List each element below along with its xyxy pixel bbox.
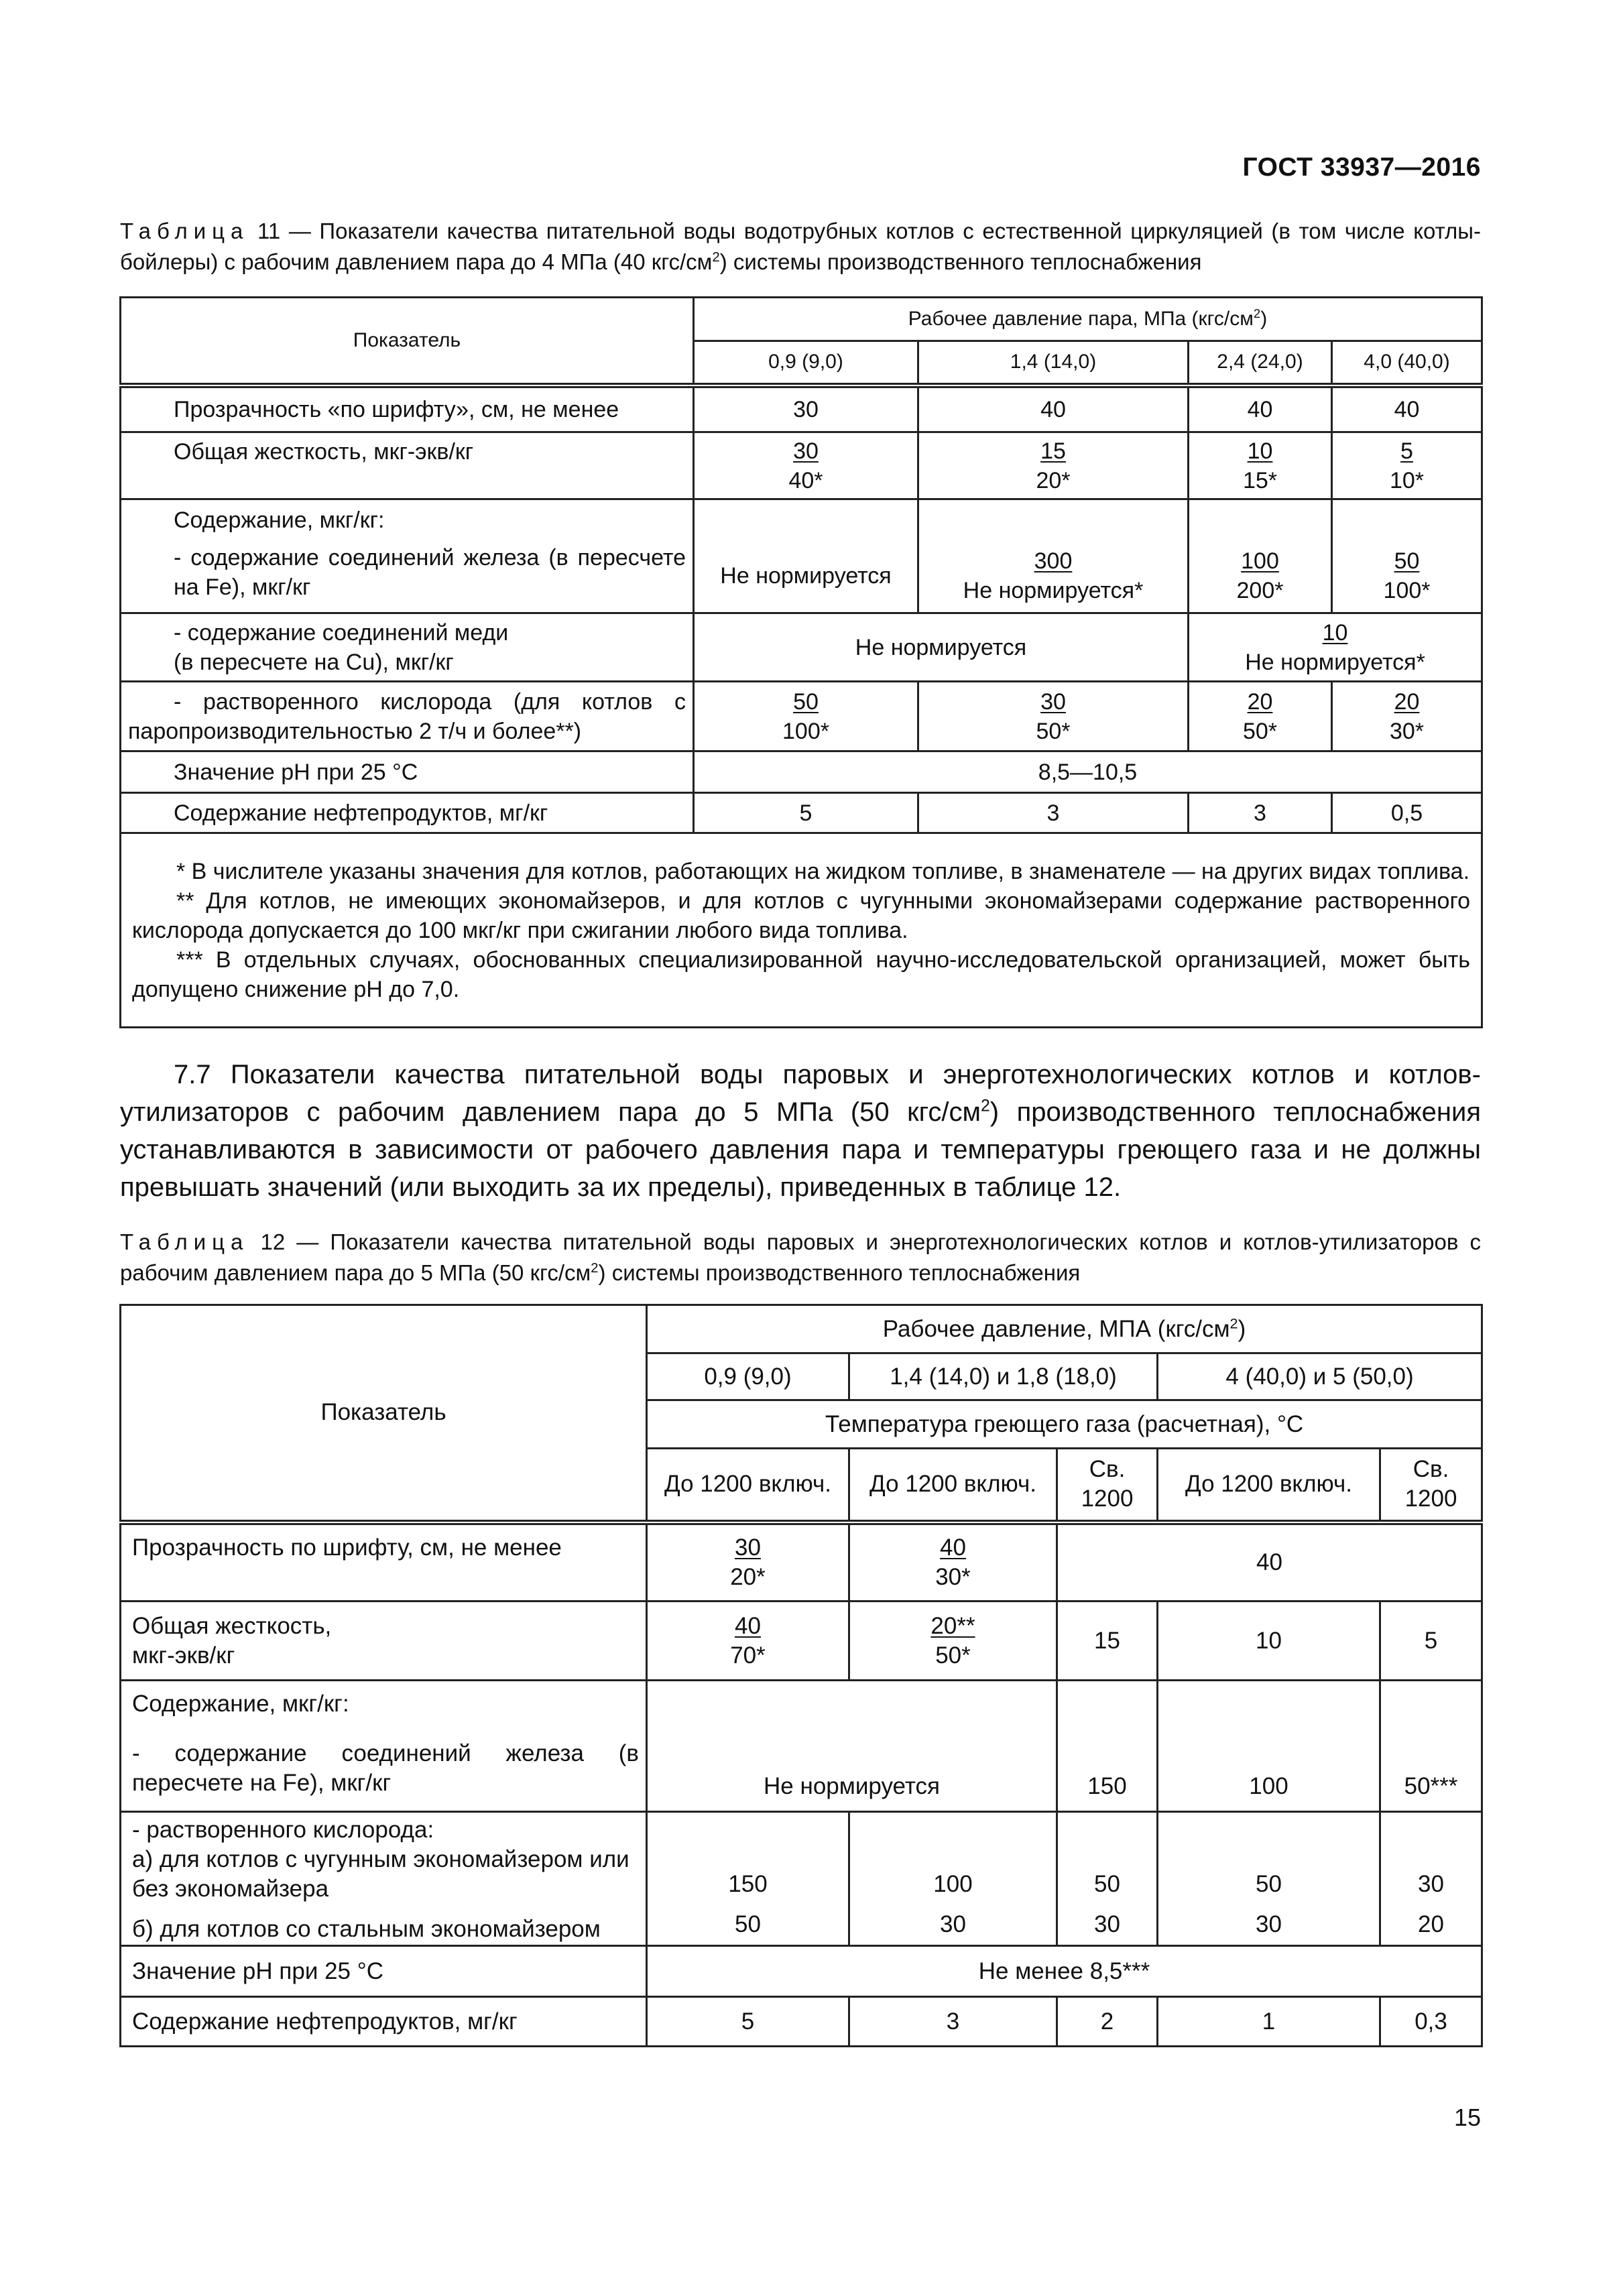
denominator: 50* bbox=[935, 1642, 971, 1669]
cell bbox=[1158, 1812, 1380, 1946]
header-indicator: Показатель bbox=[121, 1305, 647, 1522]
cell: 3 bbox=[918, 793, 1189, 833]
denominator: 70* bbox=[730, 1642, 766, 1669]
numerator: 50 bbox=[793, 688, 819, 715]
header-temp-2: До 1200 включ. bbox=[849, 1449, 1057, 1522]
table-row bbox=[121, 385, 1482, 432]
header-pressure-2: 1,4 (14,0) и 1,8 (18,0) bbox=[849, 1353, 1158, 1400]
cell bbox=[849, 1522, 1057, 1602]
value-b: 50 bbox=[735, 1911, 761, 1937]
cell: 3 bbox=[849, 1997, 1057, 2047]
label-hardness-1: Общая жесткость, bbox=[132, 1612, 332, 1639]
row-label bbox=[121, 793, 694, 833]
numerator: 100 bbox=[1241, 548, 1279, 574]
paragraph-tail: ) производственного теплоснабжения устанавливаются в зависимости от рабочего давления пара и температуры греющего газа и не должны превышать значений (или выходить за их пределы), приведенных в таблице 12. bbox=[120, 1097, 1481, 1202]
cell: 5 bbox=[1380, 1602, 1482, 1681]
table-row bbox=[121, 613, 1482, 682]
cell: 5 bbox=[694, 793, 918, 833]
denominator: 100* bbox=[782, 718, 829, 744]
header-pressure-sup: 2 bbox=[1229, 1314, 1238, 1331]
denominator: 30* bbox=[935, 1563, 971, 1590]
label-copper-2: (в пересчете на Cu), мкг/кг bbox=[174, 649, 454, 675]
header-pressure-1: 0,9 (9,0) bbox=[694, 341, 918, 385]
value-a: 50 bbox=[1256, 1871, 1282, 1897]
numerator: 10 bbox=[1247, 438, 1273, 464]
cell bbox=[849, 1812, 1057, 1946]
table-row bbox=[121, 751, 1482, 793]
header-pressure-sup: 2 bbox=[1253, 306, 1261, 320]
cell bbox=[1189, 682, 1332, 751]
cell: 2 bbox=[1057, 1997, 1158, 2047]
cell bbox=[694, 682, 918, 751]
value-a: 100 bbox=[933, 1871, 973, 1897]
numerator: 30 bbox=[735, 1534, 761, 1561]
cell bbox=[1189, 432, 1332, 499]
table-row bbox=[121, 1946, 1482, 1997]
table-11 bbox=[119, 296, 1483, 1028]
header-pressure-text: Рабочее давление пара, МПа (кгс/см bbox=[908, 308, 1254, 330]
numerator: 40 bbox=[735, 1612, 761, 1639]
value-b: 30 bbox=[940, 1911, 966, 1937]
table-row bbox=[121, 432, 1482, 499]
value-b: 20 bbox=[1418, 1911, 1444, 1937]
header-pressure-3: 2,4 (24,0) bbox=[1189, 341, 1332, 385]
cell: 40 bbox=[1332, 385, 1482, 432]
table-row bbox=[121, 499, 1482, 613]
row-label: Содержание нефтепродуктов, мг/кг bbox=[121, 1997, 647, 2047]
header-pressure-tail: ) bbox=[1238, 1315, 1246, 1342]
label-content: Содержание, мкг/кг: bbox=[132, 1691, 349, 1717]
cell: 10 bbox=[1158, 1602, 1380, 1681]
label-iron: - содержание соединений железа (в пересчете на Fe), мкг/кг bbox=[132, 1740, 639, 1796]
header-pressure-tail: ) bbox=[1260, 308, 1268, 330]
row-label: Значение pH при 25 °С bbox=[121, 1946, 647, 1997]
row-label bbox=[121, 1812, 647, 1946]
numerator: 50 bbox=[1394, 548, 1420, 574]
cell bbox=[1332, 432, 1482, 499]
denominator: 10* bbox=[1389, 467, 1425, 493]
cell bbox=[849, 1602, 1057, 1681]
header-pressure-text: Рабочее давление, МПА (кгс/см bbox=[882, 1315, 1230, 1342]
table-12 bbox=[119, 1304, 1483, 2047]
value-a: 30 bbox=[1418, 1871, 1444, 1897]
caption-text: Показатели качества питательной воды паровых и энерготехнологических котлов и котлов-утилизаторов с рабочим давлением пара до 5 МПа (50 кгс/см bbox=[120, 1229, 1481, 1285]
cell: 1 bbox=[1158, 1997, 1380, 2047]
row-label bbox=[121, 499, 694, 613]
cell: Не менее 8,5*** bbox=[647, 1946, 1482, 1997]
row-label bbox=[121, 682, 694, 751]
denominator: 100* bbox=[1383, 577, 1431, 603]
value-a: 50 bbox=[1094, 1871, 1120, 1897]
table-row bbox=[121, 1812, 1482, 1946]
numerator: 15 bbox=[1040, 438, 1066, 464]
cell: 8,5—10,5 bbox=[694, 751, 1482, 793]
denominator: 200* bbox=[1236, 577, 1284, 603]
page-number: 15 bbox=[1453, 2104, 1481, 2131]
header-temp-5: Св. 1200 bbox=[1380, 1449, 1482, 1522]
caption-tail: ) системы производственного теплоснабжения bbox=[598, 1260, 1081, 1285]
row-label bbox=[121, 385, 694, 432]
table-12-caption bbox=[120, 1227, 1481, 1288]
cell bbox=[918, 682, 1189, 751]
row-label bbox=[121, 432, 694, 499]
cell bbox=[647, 1602, 849, 1681]
note-3: *** В отдельных случаях, обоснованных специализированной научно-исследовательской организацией, может быть допущено снижение pH до 7,0. bbox=[132, 947, 1471, 1002]
denominator: 50* bbox=[1242, 718, 1278, 744]
row-label bbox=[121, 751, 694, 793]
cell bbox=[1189, 499, 1332, 613]
table-notes-row bbox=[121, 833, 1482, 1028]
cell: 40 bbox=[918, 385, 1189, 432]
paragraph-text: 7.7 Показатели качества питательной воды паровых и энерготехнологических котлов и котлов-утилизаторов с рабочим давлением пара до 5 МПа (50 кгс/см bbox=[120, 1060, 1481, 1127]
paragraph-7-7 bbox=[120, 1056, 1481, 1206]
cell bbox=[647, 1812, 849, 1946]
cell: 0,3 bbox=[1380, 1997, 1482, 2047]
cell bbox=[1332, 682, 1482, 751]
row-label bbox=[121, 1681, 647, 1812]
denominator: Не нормируется* bbox=[1245, 649, 1425, 675]
cell: Не нормируется bbox=[694, 613, 1189, 682]
table-row bbox=[121, 1681, 1482, 1812]
cell: 50*** bbox=[1380, 1681, 1482, 1812]
label-hardness: Общая жесткость, мкг-экв/кг bbox=[174, 439, 474, 465]
numerator: 40 bbox=[940, 1534, 966, 1561]
cell bbox=[694, 432, 918, 499]
cell bbox=[1189, 613, 1482, 682]
denominator: 15* bbox=[1242, 467, 1278, 493]
row-label bbox=[121, 1602, 647, 1681]
row-label bbox=[121, 613, 694, 682]
numerator: 20** bbox=[930, 1612, 975, 1639]
header-pressure-4: 4,0 (40,0) bbox=[1332, 341, 1482, 385]
label-copper-1: - содержание соединений меди bbox=[174, 619, 509, 646]
caption-prefix: Таблица bbox=[120, 1229, 249, 1254]
header-gas-temperature: Температура греющего газа (расчетная), °С bbox=[647, 1400, 1482, 1449]
cell bbox=[918, 432, 1189, 499]
value-b: 30 bbox=[1094, 1911, 1120, 1937]
note-2: ** Для котлов, не имеющих экономайзеров, и для котлов с чугунными экономайзерами содержание растворенного кислорода допускается до 100 мкг/кг при сжигании любого вида топлива. bbox=[132, 888, 1471, 943]
value-a: 150 bbox=[728, 1871, 768, 1897]
cell: Не нормируется bbox=[647, 1681, 1057, 1812]
note-1: * В числителе указаны значения для котлов, работающих на жидком топливе, в знаменателе — на других видах топлива. bbox=[176, 858, 1470, 884]
cell: 150 bbox=[1057, 1681, 1158, 1812]
caption-superscript: 2 bbox=[591, 1260, 599, 1276]
cell: 40 bbox=[1057, 1522, 1482, 1602]
cell: 40 bbox=[1189, 385, 1332, 432]
denominator: 50* bbox=[1036, 718, 1071, 744]
table-notes bbox=[121, 833, 1482, 1028]
cell bbox=[1332, 499, 1482, 613]
header-temp-4: До 1200 включ. bbox=[1158, 1449, 1380, 1522]
header-temp-3: Св. 1200 bbox=[1057, 1449, 1158, 1522]
caption-prefix: Таблица bbox=[120, 219, 249, 243]
label-content: Содержание, мкг/кг: bbox=[174, 507, 385, 533]
cell bbox=[1057, 1812, 1158, 1946]
header-pressure-1: 0,9 (9,0) bbox=[647, 1353, 849, 1400]
label-oxygen: - растворенного кислорода (для котлов с паропроизводительностью 2 т/ч и более**) bbox=[128, 688, 686, 744]
cell: 0,5 bbox=[1332, 793, 1482, 833]
header-pressure bbox=[694, 298, 1482, 341]
table-11-caption bbox=[120, 216, 1481, 278]
label-oxygen-b: б) для котлов со стальным экономайзером bbox=[132, 1916, 601, 1942]
label-oxygen-a: а) для котлов с чугунным экономайзером или без экономайзера bbox=[132, 1846, 629, 1902]
numerator: 20 bbox=[1247, 688, 1273, 715]
label-oxygen: - растворенного кислорода: bbox=[132, 1817, 434, 1843]
label-transparency: Прозрачность «по шрифту», см, не менее bbox=[174, 396, 619, 422]
numerator: 10 bbox=[1322, 619, 1348, 646]
cell: 30 bbox=[694, 385, 918, 432]
document-code: ГОСТ 33937—2016 bbox=[1242, 153, 1481, 182]
caption-text: Показатели качества питательной воды водотрубных котлов с естественной циркуляцией (в том числе котлы-бойлеры) с рабочим давлением пара до 4 МПа (40 кгс/см bbox=[120, 219, 1481, 274]
table-row bbox=[121, 793, 1482, 833]
caption-tail: ) системы производственного теплоснабжения bbox=[719, 249, 1202, 274]
cell: 5 bbox=[647, 1997, 849, 2047]
label-ph: Значение pH при 25 °С bbox=[174, 759, 418, 785]
caption-superscript: 2 bbox=[712, 249, 720, 265]
label-oil: Содержание нефтепродуктов, мг/кг bbox=[174, 800, 548, 826]
numerator: 30 bbox=[1040, 688, 1066, 715]
header-pressure-2: 1,4 (14,0) bbox=[918, 341, 1189, 385]
header-temp-1: До 1200 включ. bbox=[647, 1449, 849, 1522]
header-indicator: Показатель bbox=[121, 298, 694, 385]
denominator: 20* bbox=[730, 1563, 766, 1590]
denominator: 20* bbox=[1036, 467, 1071, 493]
cell: 15 bbox=[1057, 1602, 1158, 1681]
table-row bbox=[121, 682, 1482, 751]
cell bbox=[1380, 1812, 1482, 1946]
table-row bbox=[121, 1997, 1482, 2047]
numerator: 5 bbox=[1400, 438, 1413, 464]
cell bbox=[918, 499, 1189, 613]
label-iron: - содержание соединений железа (в пересчете на Fe), мкг/кг bbox=[174, 545, 686, 600]
caption-number: 11 — bbox=[249, 219, 320, 243]
numerator: 300 bbox=[1034, 548, 1073, 574]
label-hardness-2: мкг-экв/кг bbox=[132, 1642, 235, 1669]
caption-number: 12 — bbox=[249, 1229, 330, 1254]
table-row bbox=[121, 1602, 1482, 1681]
paragraph-sup: 2 bbox=[981, 1097, 990, 1115]
table-row bbox=[121, 1522, 1482, 1602]
denominator: 40* bbox=[788, 467, 823, 493]
header-pressure bbox=[647, 1305, 1482, 1353]
cell bbox=[647, 1522, 849, 1602]
value-b: 30 bbox=[1256, 1911, 1282, 1937]
cell: 100 bbox=[1158, 1681, 1380, 1812]
header-pressure-3: 4 (40,0) и 5 (50,0) bbox=[1158, 1353, 1482, 1400]
denominator: Не нормируется* bbox=[963, 577, 1144, 603]
row-label: Прозрачность по шрифту, см, не менее bbox=[121, 1522, 647, 1602]
cell: 3 bbox=[1189, 793, 1332, 833]
numerator: 30 bbox=[793, 438, 819, 464]
numerator: 20 bbox=[1394, 688, 1420, 715]
denominator: 30* bbox=[1389, 718, 1425, 744]
cell: Не нормируется bbox=[694, 499, 918, 613]
